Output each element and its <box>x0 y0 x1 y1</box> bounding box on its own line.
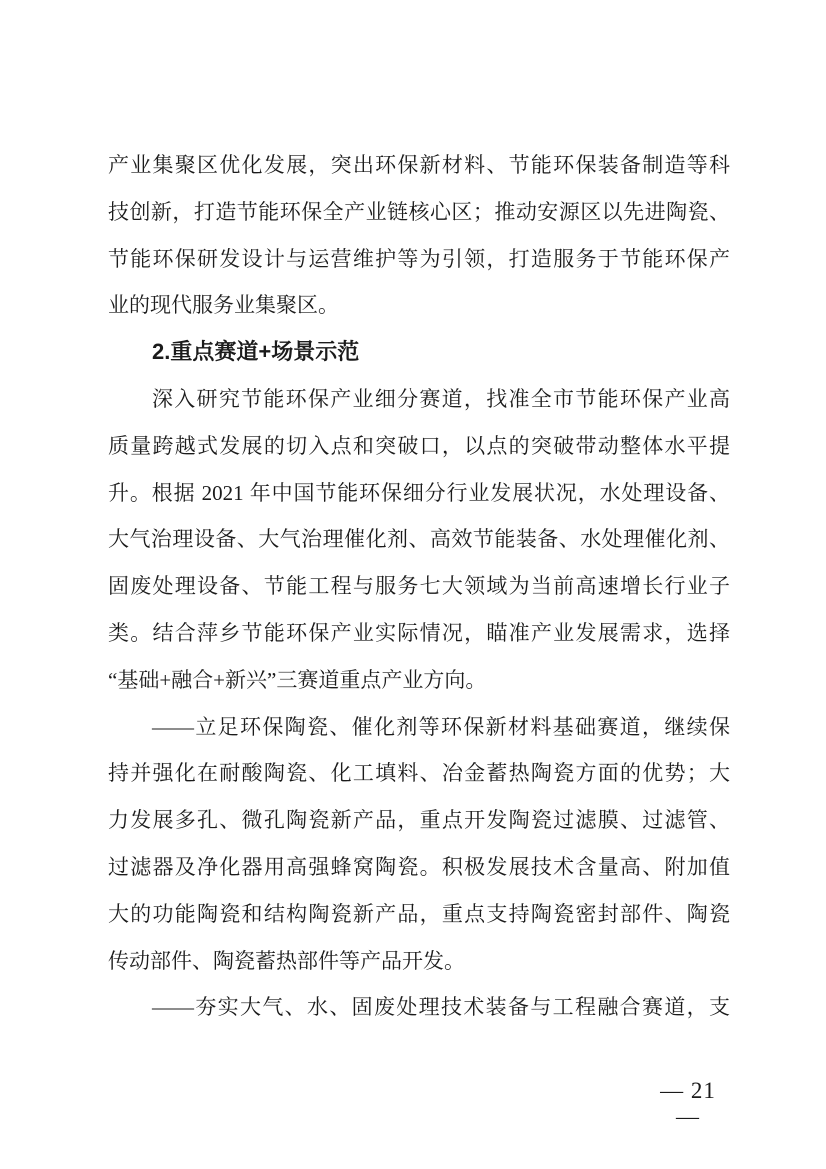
text-line: 质量跨越式发展的切入点和突破口，以点的突破带动整体水平提 <box>108 433 730 458</box>
paragraph-track-overview <box>108 376 730 704</box>
text-line: 固废处理设备、节能工程与服务七大领域为当前高速增长行业子 <box>108 574 730 599</box>
text-line: 大的功能陶瓷和结构陶瓷新产品，重点支持陶瓷密封部件、陶瓷 <box>108 901 730 926</box>
text-line: 产业集聚区优化发展，突出环保新材料、节能环保装备制造等科 <box>108 153 730 177</box>
text-line: 深入研究节能环保产业细分赛道，找准全市节能环保产业高 <box>152 386 730 411</box>
text-line: 升。根据 2021 年中国节能环保细分行业发展状况，水处理设备、 <box>108 480 730 505</box>
text-line: 节能环保研发设计与运营维护等为引领，打造服务于节能环保产 <box>108 246 730 271</box>
text-line: 传动部件、陶瓷蓄热部件等产品开发。 <box>108 948 465 973</box>
text-line: 技创新，打造节能环保全产业链核心区；推动安源区以先进陶瓷、 <box>108 199 730 224</box>
paragraph-foundation-track <box>108 704 730 985</box>
section-heading <box>108 329 730 376</box>
page-footer <box>648 1078 728 1130</box>
document-body <box>108 142 730 1031</box>
paragraph-industry-cluster <box>108 142 730 329</box>
text-line: 类。结合萍乡节能环保产业实际情况，瞄准产业发展需求，选择 <box>108 620 730 645</box>
text-line: 过滤器及净化器用高强蜂窝陶瓷。积极发展技术含量高、附加值 <box>108 854 730 879</box>
text-line: 业的现代服务业集聚区。 <box>108 293 339 318</box>
text-line: ——夯实大气、水、固废处理技术装备与工程融合赛道，支 <box>152 995 730 1020</box>
text-line: 力发展多孔、微孔陶瓷新产品，重点开发陶瓷过滤膜、过滤管、 <box>108 808 730 833</box>
text-line: ——立足环保陶瓷、催化剂等环保新材料基础赛道，继续保 <box>152 714 730 739</box>
text-line: “基础+融合+新兴”三赛道重点产业方向。 <box>108 667 487 692</box>
text-line: 2.重点赛道+场景示范 <box>152 339 360 365</box>
paragraph-fusion-track <box>108 984 730 1031</box>
text-line: 大气治理设备、大气治理催化剂、高效节能装备、水处理催化剂、 <box>108 527 730 552</box>
text-line: 持并强化在耐酸陶瓷、化工填料、冶金蓄热陶瓷方面的优势；大 <box>108 761 730 786</box>
page-number: — 21 — <box>660 1078 716 1129</box>
